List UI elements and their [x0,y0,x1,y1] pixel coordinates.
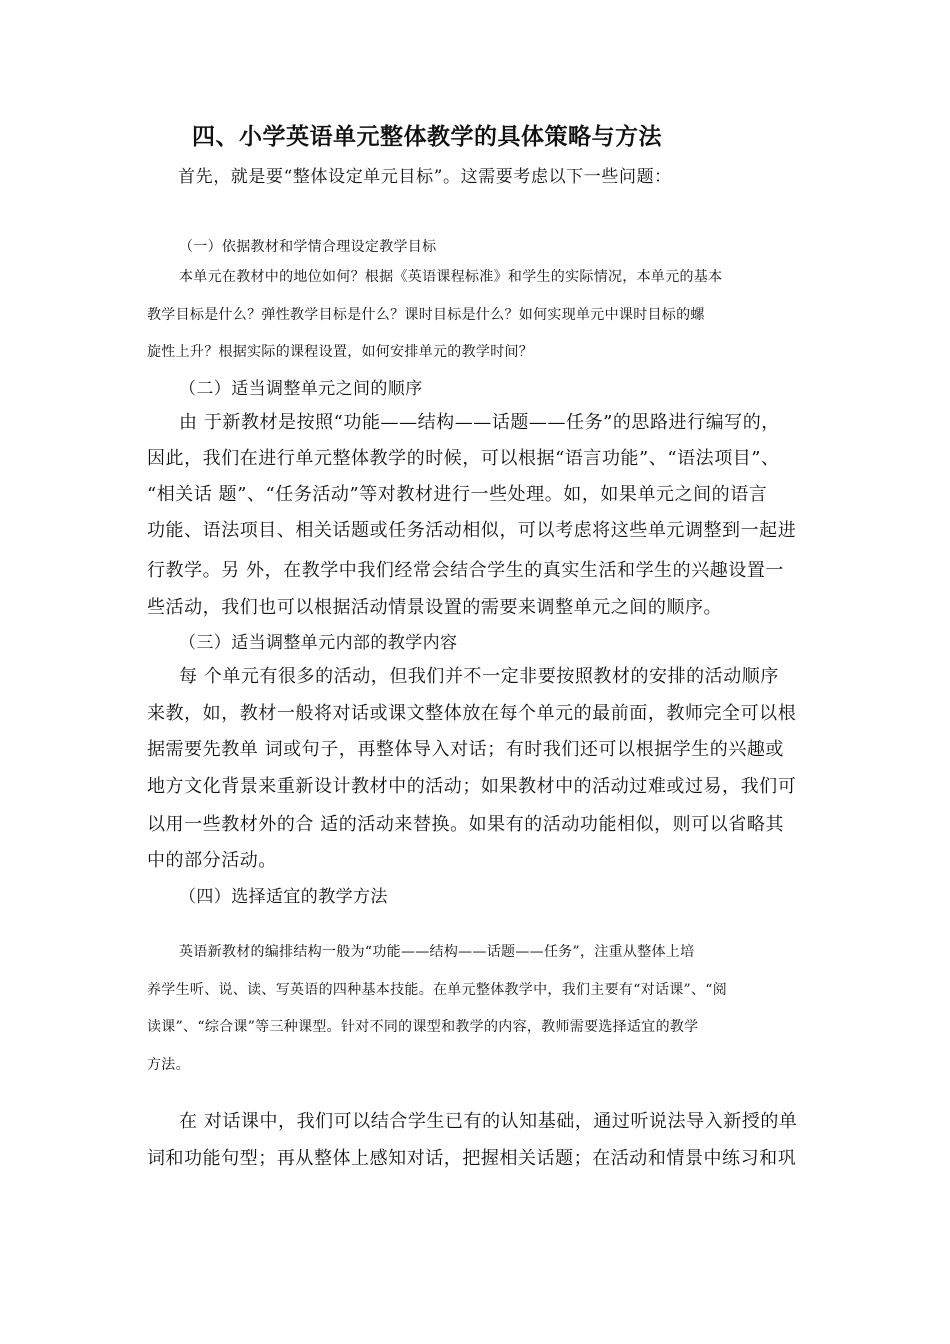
section-2-line-6: 些活动，我们也可以根据活动情景设置的需要来调整单元之间的顺序。 [147,597,723,618]
section-3-line-1: 每 个单元有很多的活动，但我们并不一定非要按照教材的安排的活动顺序 [179,666,779,687]
section-3-heading: （三）适当调整单元内部的教学内容 [179,633,458,653]
section-2-line-2: 因此，我们在进行单元整体教学的时候，可以根据“语言功能”、“语法项目”、 [147,448,780,469]
section-4-line-1: 英语新教材的编排结构一般为“功能——结构——话题——任务”，注重从整体上培 [179,944,695,960]
section-1-line-3: 旋性上升？根据实际的课程设置，如何安排单元的教学时间？ [147,344,534,360]
section-1-line-1: 本单元在教材中的地位如何？根据《英语课程标准》和学生的实际情况，本单元的基本 [179,269,723,285]
section-1-heading: （一）依据教材和学情合理设定教学目标 [179,239,437,255]
section-2-line-5: 行教学。另 外，在教学中我们经常会结合学生的真实生活和学生的兴趣设置一 [147,560,784,581]
section-3-line-5: 以用一些教材外的合 适的活动来替换。如果有的活动功能相似，则可以省略其 [147,814,784,835]
section-3-line-3: 据需要先教单 词或句子，再整体导入对话；有时我们还可以根据学生的兴趣或 [147,739,784,760]
section-2-heading: （二）适当调整单元之间的顺序 [179,379,423,399]
section-4-line-3: 读课”、“综合课”等三种课型。针对不同的课型和教学的内容，教师需要选择适宜的教学 [147,1019,699,1035]
section-4-heading: （四）选择适宜的教学方法 [179,887,388,907]
intro-paragraph: 首先，就是要“整体设定单元目标”。这需要考虑以下一些问题： [178,167,672,187]
section-2-line-1: 由 于新教材是按照“功能——结构——话题——任务”的思路进行编写的， [179,412,780,433]
section-3-line-6: 中的部分活动。 [147,850,277,871]
section-4-line-2: 养学生听、说、读、写英语的四种基本技能。在单元整体教学中，我们主要有“对话课”、“阅 [147,982,728,998]
section-3-line-2: 来教，如，教材一般将对话或课文整体放在每个单元的最前面，教师完全可以根 [147,703,797,724]
section-4-line-4: 方法。 [147,1057,190,1073]
section-1-line-2: 教学目标是什么？弹性教学目标是什么？课时目标是什么？如何实现单元中课时目标的螺 [147,307,705,323]
section-2-line-4: 功能、语法项目、相关话题或任务活动相似，可以考虑将这些单元调整到一起进 [147,520,797,541]
closing-line-2: 词和功能句型；再从整体上感知对话，把握相关话题；在活动和情景中练习和巩 [147,1148,797,1169]
section-2-line-3: “相关话 题”、“任务活动”等对教材进行一些处理。如，如果单元之间的语言 [147,484,768,505]
closing-line-1: 在 对话课中，我们可以结合学生已有的认知基础，通过听说法导入新授的单 [179,1111,798,1132]
section-3-line-4: 地方文化背景来重新设计教材中的活动；如果教材中的活动过难或过易，我们可 [147,776,797,797]
page-title: 四、小学英语单元整体教学的具体策略与方法 [192,123,662,150]
